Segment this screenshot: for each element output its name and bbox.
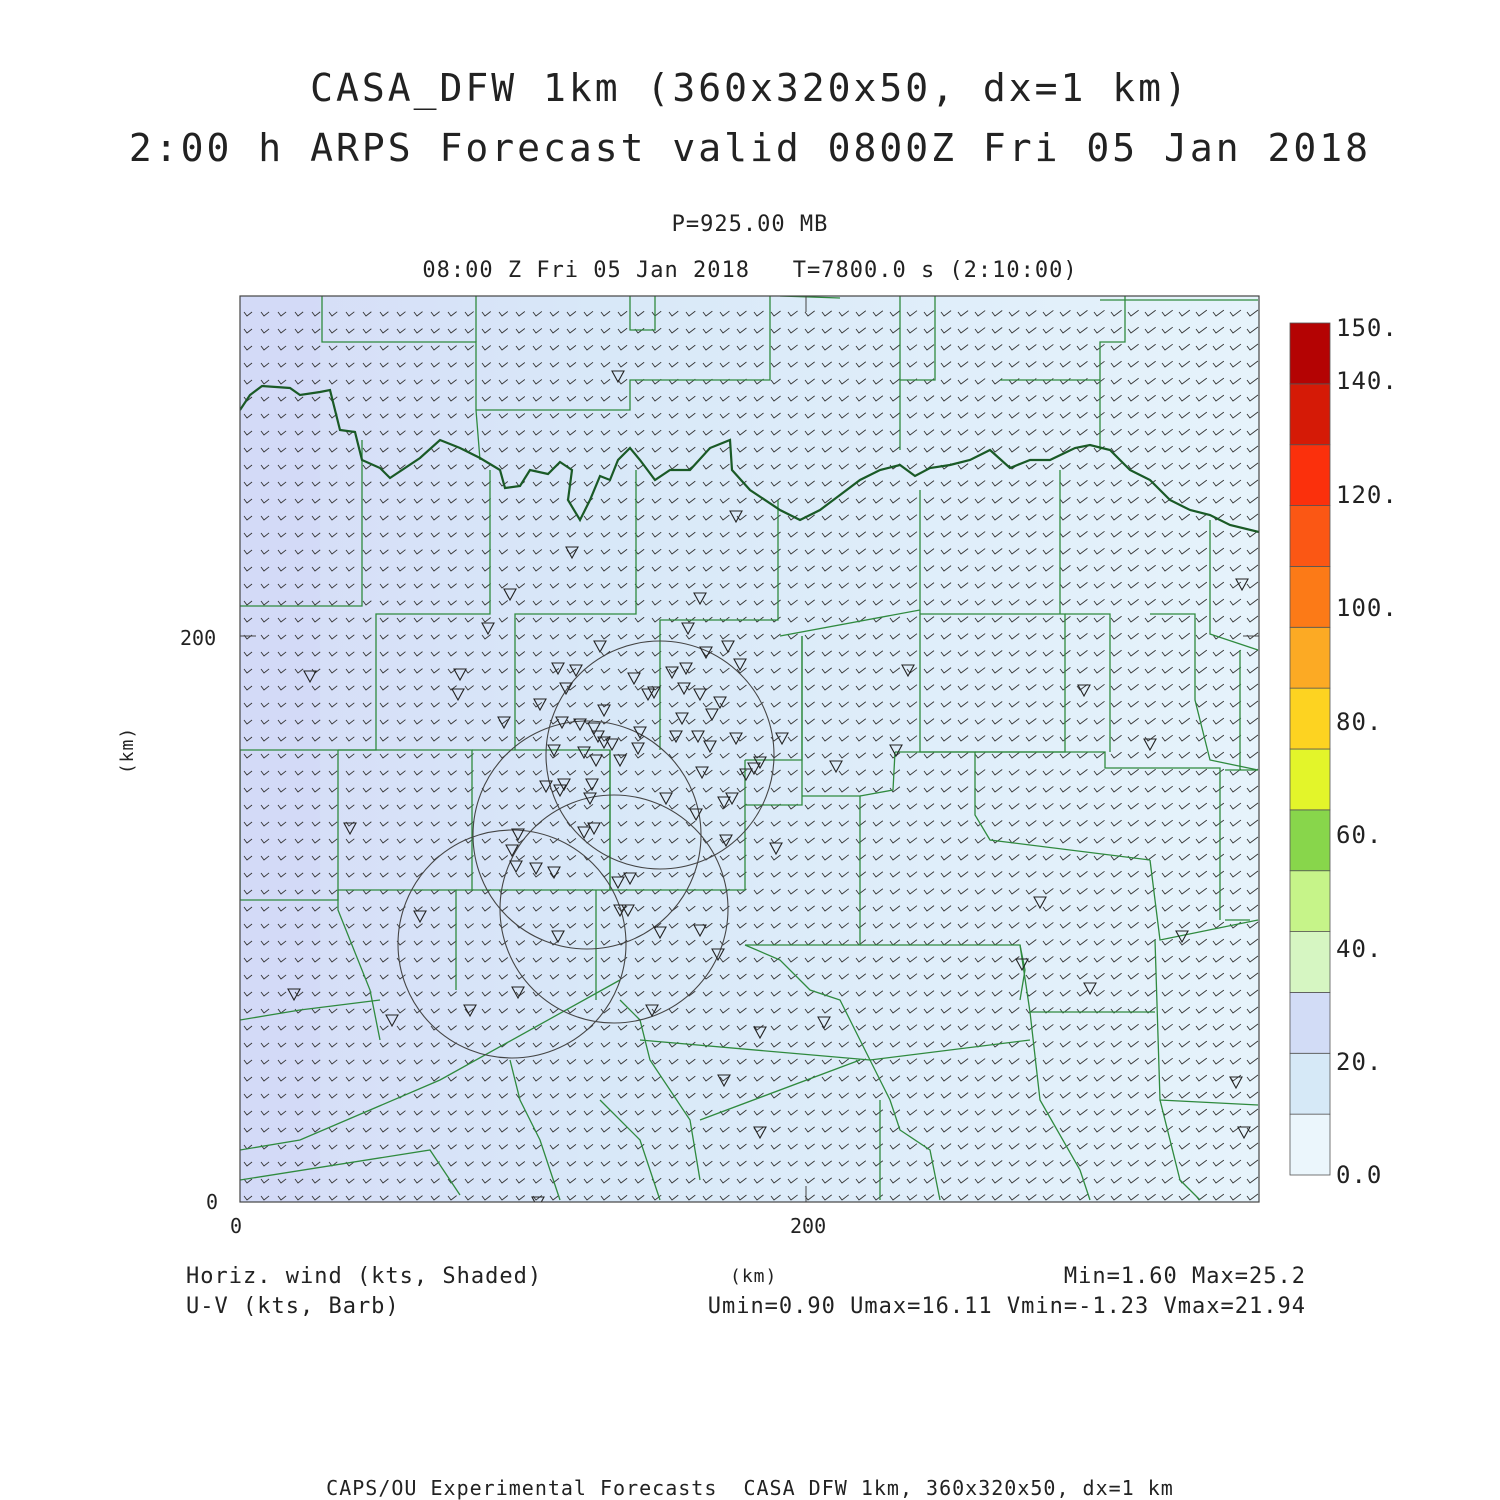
colorbar-segment xyxy=(1290,688,1330,749)
colorbar-segment xyxy=(1290,445,1330,506)
colorbar-segment xyxy=(1290,932,1330,993)
x-tick-label-0: 0 xyxy=(230,1214,243,1238)
colorbar-label-40: 40. xyxy=(1336,935,1383,963)
colorbar-label-120: 120. xyxy=(1336,481,1398,509)
colorbar-label-150: 150. xyxy=(1336,314,1398,342)
colorbar-label-0: 0.0 xyxy=(1336,1161,1383,1189)
colorbar-label-140: 140. xyxy=(1336,367,1398,395)
y-tick-label-0: 0 xyxy=(206,1190,219,1214)
colorbar xyxy=(1290,323,1330,1175)
colorbar-segment xyxy=(1290,1053,1330,1114)
wind-speed-shading xyxy=(240,296,1259,1202)
colorbar-segment xyxy=(1290,810,1330,871)
colorbar-label-60: 60. xyxy=(1336,821,1383,849)
colorbar-label-20: 20. xyxy=(1336,1048,1383,1076)
colorbar-label-80: 80. xyxy=(1336,708,1383,736)
valid-time-label: 08:00 Z Fri 05 Jan 2018 T=7800.0 s (2:10:00) xyxy=(422,258,1078,283)
x-axis-label: (km) xyxy=(730,1266,778,1287)
colorbar-label-100: 100. xyxy=(1336,594,1398,622)
colorbar-segment xyxy=(1290,566,1330,627)
pressure-level-label: P=925.00 MB xyxy=(671,212,829,237)
colorbar-segment xyxy=(1290,871,1330,932)
colorbar-segment xyxy=(1290,384,1330,445)
colorbar-segment xyxy=(1290,749,1330,810)
y-tick-label-200: 200 xyxy=(180,626,217,650)
legend-shaded-field: Horiz. wind (kts, Shaded) xyxy=(186,1264,543,1289)
legend-uv-stats: Umin=0.90 Umax=16.11 Vmin=-1.23 Vmax=21.94 xyxy=(707,1294,1306,1319)
wind-speed-shading-west xyxy=(240,296,320,1202)
y-axis-label: (km) xyxy=(117,726,139,775)
colorbar-segment xyxy=(1290,323,1330,384)
colorbar-segment xyxy=(1290,992,1330,1053)
legend-barb-field: U-V (kts, Barb) xyxy=(186,1294,400,1319)
footer-credit: CAPS/OU Experimental Forecasts CASA DFW 1km, 360x320x50, dx=1 km xyxy=(326,1476,1174,1500)
legend-min-max: Min=1.60 Max=25.2 xyxy=(1063,1264,1306,1289)
colorbar-segment xyxy=(1290,1114,1330,1175)
map-title-line2: 2:00 h ARPS Forecast valid 0800Z Fri 05 Jan 2018 xyxy=(128,126,1372,170)
x-tick-label-200: 200 xyxy=(790,1214,827,1238)
colorbar-segment xyxy=(1290,627,1330,688)
colorbar-segment xyxy=(1290,506,1330,567)
map-plot-area xyxy=(240,296,1259,1208)
map-title-line1: CASA_DFW 1km (360x320x50, dx=1 km) xyxy=(310,66,1190,110)
